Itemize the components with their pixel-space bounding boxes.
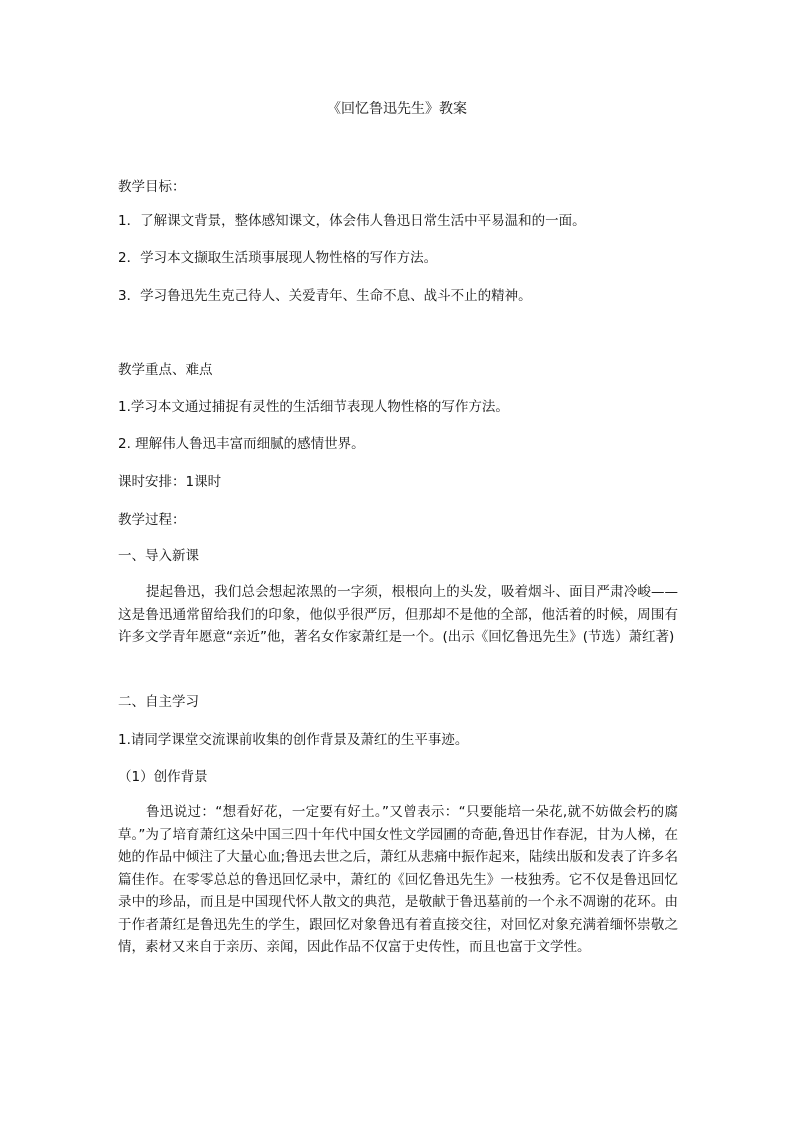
subsection-1-heading: （1）创作背景 — [118, 769, 208, 785]
subsection-1-paragraph: 鲁迅说过：“想看好花，一定要有好土。”又曾表示：“只要能培一朵花,就不妨做会朽的腐草。”为了培育萧红这朵中国三四十年代中国女性文学园圃的奇葩,鲁迅甘作春泥，甘为人梯，在她的作品中倾注了大量心血;鲁迅去世之后，萧红从悲痛中振作起来，陆续出版和发表了许多名篇佳作。在零零总总的鲁迅回忆录中，萧红的《回忆鲁迅先生》一枝独秀。它不仅是鲁迅回忆录中的珍品，而且是中国现代怀人散文的典范，是敬献于鲁迅墓前的一个永不凋谢的花环。由于作者萧红是鲁迅先生的学生，跟回忆对象鲁迅有着直接交往，对回忆对象充满着缅怀崇敬之情，素材又来自于亲历、亲闻，因此作品不仅富于史传性，而且也富于文学性。 — [118, 804, 678, 955]
section-1-paragraph: 提起鲁迅，我们总会想起浓黑的一字须，根根向上的头发，吸着烟斗、面目严肃冷峻——这是鲁迅通常留给我们的印象，他似乎很严厉，但那却不是他的全部，他活着的时候，周围有许多文学青年愿意“亲近”他，著名女作家萧红是一个。(出示《回忆鲁迅先生》(节选）萧红著) — [118, 584, 678, 645]
section-1-heading: 一、导入新课 — [118, 548, 199, 564]
document-title: 《回忆鲁迅先生》教案 — [327, 101, 467, 117]
section-2-heading: 二、自主学习 — [118, 694, 199, 710]
objective-item-2: 2．学习本文撷取生活琐事展现人物性格的写作方法。 — [118, 250, 438, 266]
keypoint-item-2: 2. 理解伟人鲁迅丰富而细腻的感情世界。 — [118, 436, 365, 452]
schedule-line: 课时安排：1课时 — [118, 474, 222, 490]
keypoints-heading: 教学重点、难点 — [118, 362, 213, 378]
process-heading: 教学过程： — [118, 512, 186, 528]
objective-item-3: 3．学习鲁迅先生克己待人、关爱青年、生命不息、战斗不止的精神。 — [118, 288, 532, 304]
objective-item-1: 1．了解课文背景，整体感知课文，体会伟人鲁迅日常生活中平易温和的一面。 — [118, 213, 586, 229]
keypoint-item-1: 1.学习本文通过捕捉有灵性的生活细节表现人物性格的写作方法。 — [118, 399, 509, 415]
section-2-item-1: 1.请同学课堂交流课前收集的创作背景及萧红的生平事迹。 — [118, 732, 469, 748]
objectives-heading: 教学目标： — [118, 179, 186, 195]
